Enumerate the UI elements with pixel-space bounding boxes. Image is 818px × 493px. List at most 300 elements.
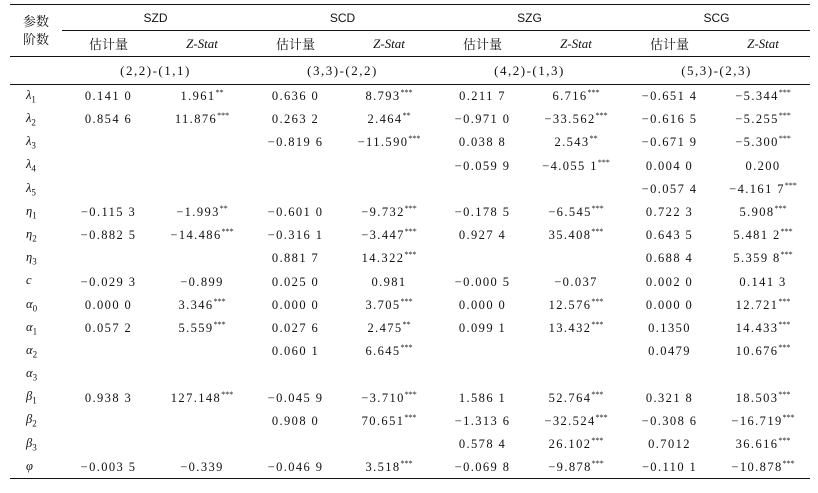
zstat-cell — [716, 340, 810, 363]
significance-stars: *** — [597, 157, 610, 167]
zstat-cell — [155, 200, 249, 223]
zstat-cell — [529, 293, 623, 316]
cell-value: 12.576 — [548, 297, 592, 312]
cell-value: 0.578 4 — [458, 436, 507, 451]
cell-value: 12.721 — [735, 297, 779, 312]
cell-value: −0.616 5 — [641, 112, 698, 127]
cell-value: −4.161 7 — [729, 181, 785, 196]
zstat-cell — [155, 131, 249, 154]
cell-value: −5.344 — [735, 89, 779, 104]
significance-stars: *** — [778, 389, 791, 399]
estimate-header: 估计量 — [249, 31, 342, 57]
estimate-cell — [436, 85, 529, 108]
estimate-cell — [249, 293, 342, 316]
zstat-cell — [155, 247, 249, 270]
estimate-cell — [623, 363, 716, 386]
zstat-cell — [342, 200, 436, 223]
zstat-cell — [155, 224, 249, 247]
cell-value: 0.000 0 — [271, 297, 320, 312]
significance-stars: *** — [213, 296, 226, 306]
cell-value: 0.1350 — [648, 320, 691, 335]
estimate-cell — [436, 456, 529, 479]
significance-stars: *** — [595, 111, 608, 121]
lag-order: (3,3)-(2,2) — [249, 57, 436, 85]
cell-value: −0.819 6 — [267, 135, 324, 150]
parameter-label — [10, 177, 62, 200]
parameter-symbol: φ — [26, 458, 33, 473]
estimate-cell — [249, 316, 342, 339]
zstat-cell — [529, 177, 623, 200]
parameter-label — [10, 154, 62, 177]
cell-value: 0.0479 — [648, 344, 691, 359]
cell-value: −0.046 9 — [267, 459, 324, 474]
cell-value: −3.710 — [361, 390, 405, 405]
zstat-cell — [529, 316, 623, 339]
group-header-row — [10, 5, 810, 31]
cell-value: −0.057 4 — [641, 181, 698, 196]
estimate-cell — [623, 409, 716, 432]
cell-value: 0.321 8 — [645, 390, 694, 405]
zstat-cell — [716, 85, 810, 108]
parameter-label — [10, 386, 62, 409]
zstat-cell — [342, 85, 436, 108]
cell-value: 0.927 4 — [458, 228, 507, 243]
cell-value: 0.141 3 — [739, 274, 787, 289]
significance-stars: *** — [404, 389, 417, 399]
table-row — [10, 409, 810, 432]
zstat-cell — [716, 386, 810, 409]
zstat-cell — [155, 340, 249, 363]
estimate-cell — [623, 85, 716, 108]
cell-value: 2.475 — [367, 320, 403, 335]
significance-stars: *** — [778, 111, 791, 121]
estimate-cell — [62, 85, 155, 108]
estimate-cell — [436, 200, 529, 223]
significance-stars: *** — [404, 204, 417, 214]
parameter-symbol: β — [26, 412, 33, 427]
cell-value: 36.616 — [735, 436, 779, 451]
parameter-label — [10, 131, 62, 154]
parameter-label — [10, 363, 62, 386]
cell-value: 18.503 — [735, 390, 779, 405]
cell-value: 0.211 7 — [459, 89, 506, 104]
cell-value: 13.432 — [548, 320, 592, 335]
zstat-cell — [716, 177, 810, 200]
significance-stars: *** — [587, 88, 600, 98]
estimate-cell — [436, 363, 529, 386]
cell-value: 127.148 — [170, 390, 222, 405]
cell-value: 0.057 2 — [84, 320, 133, 335]
parameter-label — [10, 108, 62, 131]
zstat-cell — [155, 293, 249, 316]
zstat-cell — [716, 224, 810, 247]
cell-value: 5.559 — [178, 320, 214, 335]
cell-value: −0.899 — [180, 274, 224, 289]
cell-value: −0.651 4 — [641, 89, 698, 104]
cell-value: 0.000 0 — [645, 297, 694, 312]
estimate-cell — [623, 131, 716, 154]
table-row — [10, 270, 810, 293]
cell-value: 3.346 — [178, 297, 214, 312]
cell-value: −0.882 5 — [80, 228, 137, 243]
significance-stars: *** — [400, 458, 413, 468]
zstat-cell — [342, 340, 436, 363]
group-title: SCG — [623, 5, 810, 31]
cell-value: −0.003 5 — [80, 459, 137, 474]
cell-value: −6.545 — [548, 205, 592, 220]
estimate-cell — [249, 108, 342, 131]
cell-value: −0.971 0 — [454, 112, 511, 127]
table-row — [10, 224, 810, 247]
significance-stars: *** — [400, 88, 413, 98]
parameter-subscript: 2 — [32, 233, 37, 244]
significance-stars: ** — [402, 319, 411, 329]
estimate-cell — [436, 154, 529, 177]
zstat-cell — [155, 316, 249, 339]
significance-stars: *** — [778, 88, 791, 98]
cell-value: 5.359 8 — [733, 251, 781, 266]
cell-value: 14.322 — [361, 251, 405, 266]
cell-value: 2.543 — [554, 135, 590, 150]
cell-value: 0.643 5 — [645, 228, 694, 243]
lag-order-row — [10, 57, 810, 85]
zstat-header: Z-Stat — [342, 31, 436, 57]
parameter-subscript: 1 — [32, 326, 38, 337]
parameter-symbol: c — [26, 273, 32, 288]
estimate-cell — [62, 363, 155, 386]
estimate-cell — [249, 177, 342, 200]
parameter-symbol: α — [26, 366, 33, 381]
cell-value: 14.433 — [735, 320, 779, 335]
cell-value: 3.518 — [365, 459, 401, 474]
zstat-cell — [716, 432, 810, 455]
significance-stars: *** — [591, 389, 604, 399]
significance-stars: *** — [213, 319, 226, 329]
estimate-cell — [249, 247, 342, 270]
estimate-cell — [249, 224, 342, 247]
parameter-label — [10, 409, 62, 432]
cell-value: 0.060 1 — [271, 344, 320, 359]
table-row — [10, 386, 810, 409]
parameter-label — [10, 316, 62, 339]
estimate-cell — [623, 316, 716, 339]
cell-value: −1.313 6 — [454, 413, 511, 428]
table-row — [10, 247, 810, 270]
zstat-cell — [342, 177, 436, 200]
estimate-cell — [62, 270, 155, 293]
zstat-cell — [342, 386, 436, 409]
cell-value: −0.601 0 — [267, 205, 324, 220]
significance-stars: *** — [778, 435, 791, 445]
zstat-cell — [529, 131, 623, 154]
cell-value: −5.300 — [735, 135, 779, 150]
zstat-cell — [529, 386, 623, 409]
significance-stars: ** — [402, 111, 411, 121]
cell-value: −0.000 5 — [454, 274, 511, 289]
cell-value: −0.178 5 — [454, 205, 511, 220]
corner-line-2: 阶数 — [22, 31, 49, 47]
cell-value: 0.038 8 — [458, 135, 507, 150]
group-title: SZG — [436, 5, 623, 31]
zstat-cell — [716, 154, 810, 177]
parameter-symbol: α — [26, 342, 33, 357]
cell-value: −3.447 — [361, 228, 405, 243]
estimate-cell — [249, 85, 342, 108]
estimate-cell — [249, 386, 342, 409]
zstat-cell — [155, 363, 249, 386]
estimate-cell — [436, 131, 529, 154]
significance-stars: *** — [595, 412, 608, 422]
significance-stars: *** — [778, 296, 791, 306]
estimate-cell — [249, 456, 342, 479]
zstat-cell — [716, 108, 810, 131]
estimate-cell — [62, 224, 155, 247]
table-row — [10, 177, 810, 200]
lag-order: (4,2)-(1,3) — [436, 57, 623, 85]
zstat-cell — [716, 363, 810, 386]
cell-value: −5.255 — [735, 112, 779, 127]
significance-stars: *** — [591, 458, 604, 468]
corner-line-1: 参数 — [22, 13, 49, 29]
significance-stars: *** — [400, 343, 413, 353]
cell-value: −33.562 — [544, 112, 596, 127]
significance-stars: *** — [782, 458, 795, 468]
zstat-cell — [716, 409, 810, 432]
significance-stars: *** — [221, 389, 234, 399]
significance-stars: *** — [217, 111, 230, 121]
parameter-subscript: 3 — [32, 256, 37, 267]
estimate-cell — [62, 247, 155, 270]
cell-value: 8.793 — [365, 89, 401, 104]
parameter-label — [10, 247, 62, 270]
cell-value: 26.102 — [548, 436, 592, 451]
parameter-subscript: 3 — [32, 442, 37, 453]
estimate-cell — [623, 340, 716, 363]
estimate-cell — [62, 340, 155, 363]
significance-stars: ** — [589, 134, 598, 144]
zstat-cell — [529, 363, 623, 386]
zstat-cell — [155, 177, 249, 200]
cell-value: 0.263 2 — [271, 112, 320, 127]
estimate-cell — [436, 247, 529, 270]
cell-value: −16.719 — [731, 413, 783, 428]
cell-value: −0.029 3 — [80, 274, 137, 289]
table-row — [10, 293, 810, 316]
zstat-cell — [716, 270, 810, 293]
parameter-label — [10, 200, 62, 223]
cell-value: 0.688 4 — [645, 251, 694, 266]
zstat-cell — [716, 247, 810, 270]
parameter-symbol: λ — [26, 157, 32, 172]
estimate-cell — [62, 456, 155, 479]
cell-value: 5.908 — [739, 205, 775, 220]
estimate-cell — [436, 432, 529, 455]
zstat-cell — [342, 108, 436, 131]
zstat-cell — [342, 316, 436, 339]
table-row — [10, 154, 810, 177]
cell-value: 3.705 — [365, 297, 401, 312]
significance-stars: *** — [591, 435, 604, 445]
cell-value: 6.716 — [552, 89, 588, 104]
cell-value: −0.115 3 — [80, 205, 137, 220]
estimate-cell — [62, 154, 155, 177]
significance-stars: *** — [778, 343, 791, 353]
cell-value: −9.878 — [548, 459, 592, 474]
cell-value: 1.961 — [180, 89, 216, 104]
table-row — [10, 85, 810, 108]
cell-value: 35.408 — [548, 228, 592, 243]
parameter-symbol: β — [26, 435, 33, 450]
parameter-label — [10, 293, 62, 316]
parameter-symbol: β — [26, 389, 33, 404]
parameter-subscript: 1 — [32, 210, 37, 221]
parameter-subscript: 1 — [32, 395, 37, 406]
zstat-cell — [342, 456, 436, 479]
estimate-cell — [623, 108, 716, 131]
significance-stars: *** — [404, 250, 417, 260]
estimate-cell — [623, 154, 716, 177]
estimate-cell — [436, 386, 529, 409]
zstat-header: Z-Stat — [155, 31, 249, 57]
cell-value: −0.059 9 — [454, 158, 511, 173]
zstat-cell — [529, 247, 623, 270]
cell-value: −32.524 — [544, 413, 596, 428]
parameter-symbol: λ — [26, 180, 32, 195]
cell-value: −0.316 1 — [267, 228, 324, 243]
parameter-symbol: λ — [26, 88, 32, 103]
parameter-symbol: η — [26, 226, 33, 241]
cell-value: 0.938 3 — [84, 390, 133, 405]
estimate-cell — [436, 270, 529, 293]
zstat-cell — [529, 108, 623, 131]
lag-order: (5,3)-(2,3) — [623, 57, 810, 85]
cell-value: −0.037 — [554, 274, 598, 289]
zstat-cell — [342, 409, 436, 432]
zstat-cell — [155, 386, 249, 409]
significance-stars: *** — [404, 227, 417, 237]
zstat-cell — [342, 131, 436, 154]
cell-value: 0.854 6 — [84, 112, 133, 127]
significance-stars: *** — [780, 250, 793, 260]
table-row — [10, 363, 810, 386]
zstat-cell — [529, 154, 623, 177]
subheader-row — [10, 31, 810, 57]
significance-stars: *** — [591, 319, 604, 329]
table-row — [10, 200, 810, 223]
significance-stars: *** — [774, 204, 787, 214]
cell-value: 10.676 — [735, 344, 779, 359]
significance-stars: *** — [408, 134, 421, 144]
estimate-cell — [436, 409, 529, 432]
parameter-label — [10, 340, 62, 363]
cell-value: −4.055 1 — [542, 158, 598, 173]
zstat-cell — [529, 200, 623, 223]
estimate-cell — [623, 224, 716, 247]
zstat-cell — [716, 200, 810, 223]
zstat-header: Z-Stat — [716, 31, 810, 57]
cell-value: 0.636 0 — [271, 89, 320, 104]
parameter-subscript: 2 — [31, 117, 36, 128]
significance-stars: *** — [591, 204, 604, 214]
parameter-subscript: 3 — [32, 372, 38, 383]
zstat-cell — [529, 340, 623, 363]
cell-value: 2.464 — [367, 112, 403, 127]
zstat-cell — [342, 363, 436, 386]
estimate-cell — [436, 224, 529, 247]
cell-value: 0.200 — [745, 158, 781, 173]
cell-value: −10.878 — [731, 459, 783, 474]
cell-value: −0.671 9 — [641, 135, 698, 150]
significance-stars: ** — [215, 88, 224, 98]
zstat-cell — [716, 456, 810, 479]
parameter-subscript: 3 — [31, 140, 36, 151]
group-title: SCD — [249, 5, 436, 31]
estimate-cell — [623, 456, 716, 479]
zstat-cell — [716, 131, 810, 154]
cell-value: 6.645 — [365, 344, 401, 359]
estimate-cell — [62, 108, 155, 131]
estimate-cell — [436, 293, 529, 316]
zstat-cell — [342, 270, 436, 293]
parameter-symbol: α — [26, 296, 33, 311]
parameter-symbol: η — [26, 203, 33, 218]
table-row — [10, 432, 810, 455]
zstat-cell — [155, 85, 249, 108]
zstat-cell — [529, 409, 623, 432]
table-row — [10, 131, 810, 154]
cell-value: −11.590 — [357, 135, 409, 150]
table-body — [10, 85, 810, 479]
zstat-cell — [342, 154, 436, 177]
zstat-cell — [155, 409, 249, 432]
estimate-cell — [436, 316, 529, 339]
zstat-cell — [342, 293, 436, 316]
cell-value: 0.002 0 — [645, 274, 694, 289]
cell-value: −0.308 6 — [641, 413, 698, 428]
cell-value: −9.732 — [361, 205, 405, 220]
parameter-subscript: 1 — [31, 94, 36, 105]
zstat-cell — [529, 270, 623, 293]
zstat-cell — [342, 224, 436, 247]
cell-value: 0.981 — [371, 274, 407, 289]
zstat-cell — [529, 85, 623, 108]
estimate-cell — [623, 432, 716, 455]
significance-stars: *** — [591, 296, 604, 306]
parameter-label — [10, 85, 62, 108]
estimate-cell — [436, 177, 529, 200]
zstat-cell — [716, 293, 810, 316]
cell-value: 0.027 6 — [271, 320, 320, 335]
zstat-cell — [155, 154, 249, 177]
estimate-cell — [62, 386, 155, 409]
zstat-cell — [155, 432, 249, 455]
cell-value: −0.045 9 — [267, 390, 324, 405]
cell-value: 0.025 0 — [271, 274, 320, 289]
significance-stars: *** — [400, 296, 413, 306]
estimate-cell — [623, 200, 716, 223]
estimate-cell — [623, 386, 716, 409]
cell-value: 0.000 0 — [458, 297, 507, 312]
cell-value: 0.881 7 — [271, 251, 320, 266]
parameter-symbol: λ — [26, 134, 32, 149]
table-row — [10, 340, 810, 363]
significance-stars: *** — [784, 180, 797, 190]
estimate-cell — [436, 108, 529, 131]
estimate-cell — [249, 270, 342, 293]
estimate-cell — [249, 340, 342, 363]
cell-value: 70.651 — [361, 413, 405, 428]
group-title: SZD — [62, 5, 249, 31]
